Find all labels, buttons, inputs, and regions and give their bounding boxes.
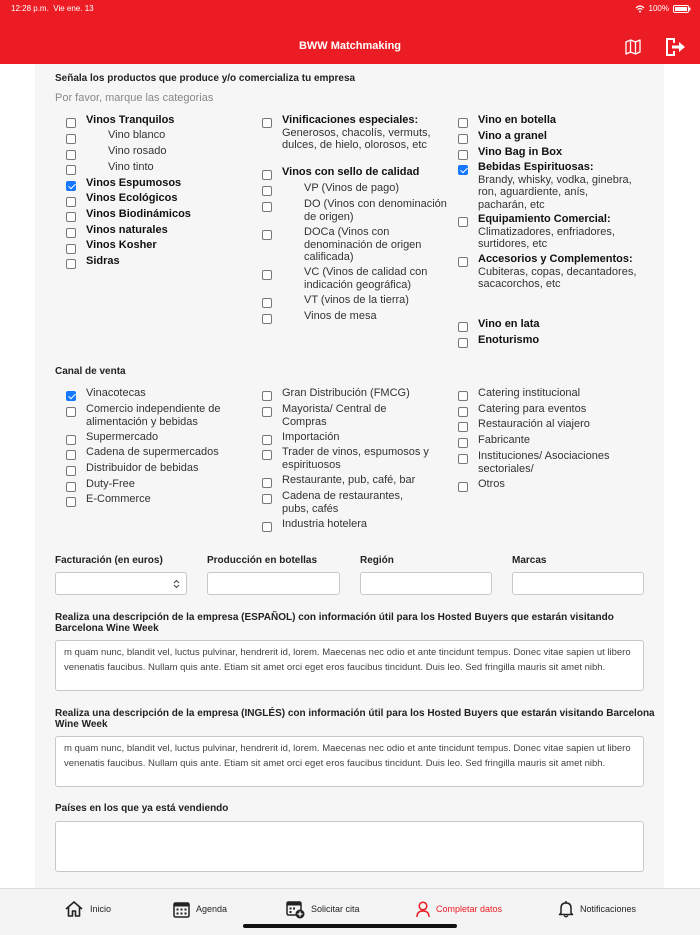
produccion-input[interactable]	[207, 572, 340, 595]
label-gran-distribucion: Gran Distribución (FMCG)	[282, 387, 410, 399]
label-cadena-restaurantes: Cadena de restaurantes, pubs, cafés	[282, 490, 404, 515]
checkbox-comercio-independiente[interactable]	[66, 407, 76, 417]
label-vino-bag-in-box: Vino Bag in Box	[478, 146, 563, 158]
label-catering-eventos: Catering para eventos	[478, 403, 587, 415]
label-bebidas-espirituosas: Bebidas Espirituosas: Brandy, whisky, vodka, ginebra, ron, aguardiente, anís, pacharán, etc	[478, 161, 632, 211]
checkbox-fabricante[interactable]	[458, 438, 468, 448]
label-equipamiento-comercial: Equipamiento Comercial: Climatizadores, enfriadores, surtidores, etc	[478, 213, 615, 250]
checkbox-restauracion-viajero[interactable]	[458, 422, 468, 432]
label-paises: Países en los que ya está vendiendo	[55, 803, 229, 814]
label-vinos-sello-calidad: Vinos con sello de calidad	[282, 166, 420, 178]
checkbox-trader[interactable]	[262, 450, 272, 460]
battery-percent: 100%	[648, 4, 669, 13]
checkbox-vino-rosado[interactable]	[66, 150, 76, 160]
facturacion-select[interactable]	[55, 572, 187, 595]
app-header	[0, 0, 700, 64]
checkbox-catering-eventos[interactable]	[458, 407, 468, 417]
label-vc: VC (Vinos de calidad con indicación geográfica)	[304, 266, 428, 291]
label-vinacotecas: Vinacotecas	[86, 387, 146, 399]
paises-textarea[interactable]	[55, 821, 644, 872]
label-vinos-naturales: Vinos naturales	[86, 224, 168, 236]
label-vino-rosado: Vino rosado	[108, 145, 167, 157]
label-vino-lata: Vino en lata	[478, 318, 540, 330]
checkbox-duty-free[interactable]	[66, 482, 76, 492]
checkbox-vt[interactable]	[262, 298, 272, 308]
label-vt: VT (vinos de la tierra)	[304, 294, 409, 306]
channels-title: Canal de venta	[55, 366, 126, 377]
tab-inicio[interactable]	[64, 889, 111, 929]
battery-icon	[673, 5, 691, 13]
checkbox-vinacotecas[interactable]	[66, 391, 76, 401]
checkbox-vinos-ecologicos[interactable]	[66, 197, 76, 207]
checkbox-do[interactable]	[262, 202, 272, 212]
checkbox-vinos-biodinamicos[interactable]	[66, 212, 76, 222]
status-indicators	[635, 4, 691, 13]
label-produccion: Producción en botellas	[207, 555, 318, 566]
home-icon	[64, 900, 84, 918]
add-appointment-icon	[286, 900, 305, 919]
label-mayorista: Mayorista/ Central de Compras	[282, 403, 387, 428]
checkbox-e-commerce[interactable]	[66, 497, 76, 507]
tab-completar-datos[interactable]	[416, 889, 502, 929]
tab-completar-datos-label: Completar datos	[436, 904, 503, 914]
label-marcas: Marcas	[512, 555, 547, 566]
label-vino-blanco: Vino blanco	[108, 129, 166, 141]
label-vinificaciones-especiales: Vinificaciones especiales: Generosos, chacolís, vermuts, dulces, de hielo, olorosos, etc	[282, 114, 431, 151]
label-catering-institucional: Catering institucional	[478, 387, 581, 399]
label-trader: Trader de vinos, espumosos y espirituosos	[282, 446, 429, 471]
label-supermercado: Supermercado	[86, 431, 159, 443]
checkbox-otros[interactable]	[458, 482, 468, 492]
checkbox-mayorista[interactable]	[262, 407, 272, 417]
label-desc-en: Realiza una descripción de la empresa (INGLÉS) con información útil para los Hosted Buyers que estarán visitando Barcelona Wine Week	[55, 708, 655, 730]
checkbox-cadena-supermercados[interactable]	[66, 450, 76, 460]
tab-notificaciones[interactable]	[558, 889, 636, 929]
checkbox-bebidas-espirituosas[interactable]	[458, 165, 468, 175]
home-indicator	[243, 924, 457, 928]
checkbox-restaurante[interactable]	[262, 478, 272, 488]
checkbox-vp[interactable]	[262, 186, 272, 196]
products-hint: Por favor, marque las categorias	[55, 92, 214, 104]
checkbox-cadena-restaurantes[interactable]	[262, 494, 272, 504]
label-comercio-independiente: Comercio independiente de alimentación y bebidas	[86, 403, 221, 428]
region-input[interactable]	[360, 572, 492, 595]
checkbox-vinificaciones-especiales[interactable]	[262, 118, 272, 128]
tab-agenda[interactable]	[173, 889, 227, 929]
label-vinos-kosher: Vinos Kosher	[86, 239, 157, 251]
label-vino-granel: Vino a granel	[478, 130, 547, 142]
label-restauracion-viajero: Restauración al viajero	[478, 418, 590, 430]
desc-es-textarea[interactable]: m quam nunc, blandit vel, luctus pulvinar, hendrerit id, lorem. Maecenas nec odio et ante tincidunt tempus. Donec vitae sapien ut libero venenatis faucibus. Nullam quis ante. Etiam sit amet orci eget eros faucibus tincidunt. Duis leo. Sed fringilla mauris sit amet nibh.	[55, 640, 644, 691]
checkbox-doca[interactable]	[262, 230, 272, 240]
checkbox-vino-granel[interactable]	[458, 134, 468, 144]
label-desc-es: Realiza una descripción de la empresa (ESPAÑOL) con información útil para los Hosted Buyers que estarán visitando Barcelona Wine Week	[55, 612, 614, 634]
products-title: Señala los productos que produce y/o comercializa tu empresa	[55, 73, 356, 84]
checkbox-vinos-mesa[interactable]	[262, 314, 272, 324]
label-accesorios: Accesorios y Complementos: Cubiteras, copas, decantadores, sacacorchos, etc	[478, 253, 637, 290]
checkbox-sidras[interactable]	[66, 259, 76, 269]
checkbox-distribuidor-bebidas[interactable]	[66, 466, 76, 476]
label-vinos-biodinamicos: Vinos Biodinámicos	[86, 208, 191, 220]
checkbox-vino-tinto[interactable]	[66, 165, 76, 175]
tab-notificaciones-label: Notificaciones	[580, 904, 637, 914]
label-vino-botella: Vino en botella	[478, 114, 557, 126]
label-cadena-supermercados: Cadena de supermercados	[86, 446, 219, 458]
checkbox-vinos-kosher[interactable]	[66, 244, 76, 254]
label-vinos-espumosos: Vinos Espumosos	[86, 177, 182, 189]
checkbox-catering-institucional[interactable]	[458, 391, 468, 401]
label-doca: DOCa (Vinos con denominación de origen calificada)	[304, 226, 422, 263]
label-industria-hotelera: Industria hotelera	[282, 518, 367, 530]
desc-en-textarea[interactable]: m quam nunc, blandit vel, luctus pulvinar, hendrerit id, lorem. Maecenas nec odio et ante tincidunt tempus. Donec vitae sapien ut libero venenatis faucibus. Nullam quis ante. Etiam sit amet orci eget eros faucibus tincidunt. Duis leo. Sed fringilla mauris sit amet nibh.	[55, 736, 644, 787]
label-duty-free: Duty-Free	[86, 478, 135, 490]
checkbox-vinos-naturales[interactable]	[66, 228, 76, 238]
checkbox-gran-distribucion[interactable]	[262, 391, 272, 401]
checkbox-enoturismo[interactable]	[458, 338, 468, 348]
map-icon[interactable]	[625, 39, 641, 55]
tab-agenda-label: Agenda	[196, 904, 228, 914]
checkbox-equipamiento-comercial[interactable]	[458, 217, 468, 227]
checkbox-supermercado[interactable]	[66, 435, 76, 445]
profile-form	[35, 64, 664, 888]
checkbox-vinos-sello-calidad[interactable]	[262, 170, 272, 180]
checkbox-vino-lata[interactable]	[458, 322, 468, 332]
label-restaurante: Restaurante, pub, café, bar	[282, 474, 416, 486]
label-vinos-tranquilos: Vinos Tranquilos	[86, 114, 175, 126]
tab-inicio-label: Inicio	[90, 904, 112, 914]
logout-icon[interactable]	[664, 37, 686, 57]
label-vinos-ecologicos: Vinos Ecológicos	[86, 192, 178, 204]
label-distribuidor-bebidas: Distribuidor de bebidas	[86, 462, 199, 474]
label-otros: Otros	[478, 478, 505, 490]
label-facturacion: Facturación (en euros)	[55, 555, 163, 566]
user-icon	[416, 901, 430, 918]
tab-solicitar-cita[interactable]	[286, 889, 360, 929]
label-do: DO (Vinos con denominación de origen)	[304, 198, 447, 223]
label-sidras: Sidras	[86, 255, 120, 267]
label-fabricante: Fabricante	[478, 434, 530, 446]
tab-solicitar-cita-label: Solicitar cita	[311, 904, 360, 914]
calendar-icon	[173, 901, 190, 918]
checkbox-vinos-espumosos[interactable]	[66, 181, 76, 191]
checkbox-vc[interactable]	[262, 270, 272, 280]
label-vp: VP (Vinos de pago)	[304, 182, 399, 194]
page-title: BWW Matchmaking	[298, 40, 402, 52]
wifi-icon	[635, 5, 645, 13]
label-importacion: Importación	[282, 431, 340, 443]
marcas-input[interactable]	[512, 572, 644, 595]
checkbox-vino-botella[interactable]	[458, 118, 468, 128]
label-e-commerce: E-Commerce	[86, 493, 151, 505]
bell-icon	[558, 900, 574, 918]
checkbox-vino-blanco[interactable]	[66, 134, 76, 144]
checkbox-industria-hotelera[interactable]	[262, 522, 272, 532]
label-enoturismo: Enoturismo	[478, 334, 540, 346]
checkbox-importacion[interactable]	[262, 435, 272, 445]
status-time: 12:28 p.m. Vie ene. 13	[11, 4, 94, 13]
checkbox-vino-bag-in-box[interactable]	[458, 150, 468, 160]
checkbox-instituciones[interactable]	[458, 454, 468, 464]
label-vino-tinto: Vino tinto	[108, 161, 154, 173]
label-vinos-mesa: Vinos de mesa	[304, 310, 377, 322]
label-instituciones: Instituciones/ Asociaciones sectoriales/	[478, 450, 610, 475]
checkbox-accesorios[interactable]	[458, 257, 468, 267]
label-region: Región	[360, 555, 394, 566]
checkbox-vinos-tranquilos[interactable]	[66, 118, 76, 128]
select-arrows-icon	[173, 579, 180, 589]
